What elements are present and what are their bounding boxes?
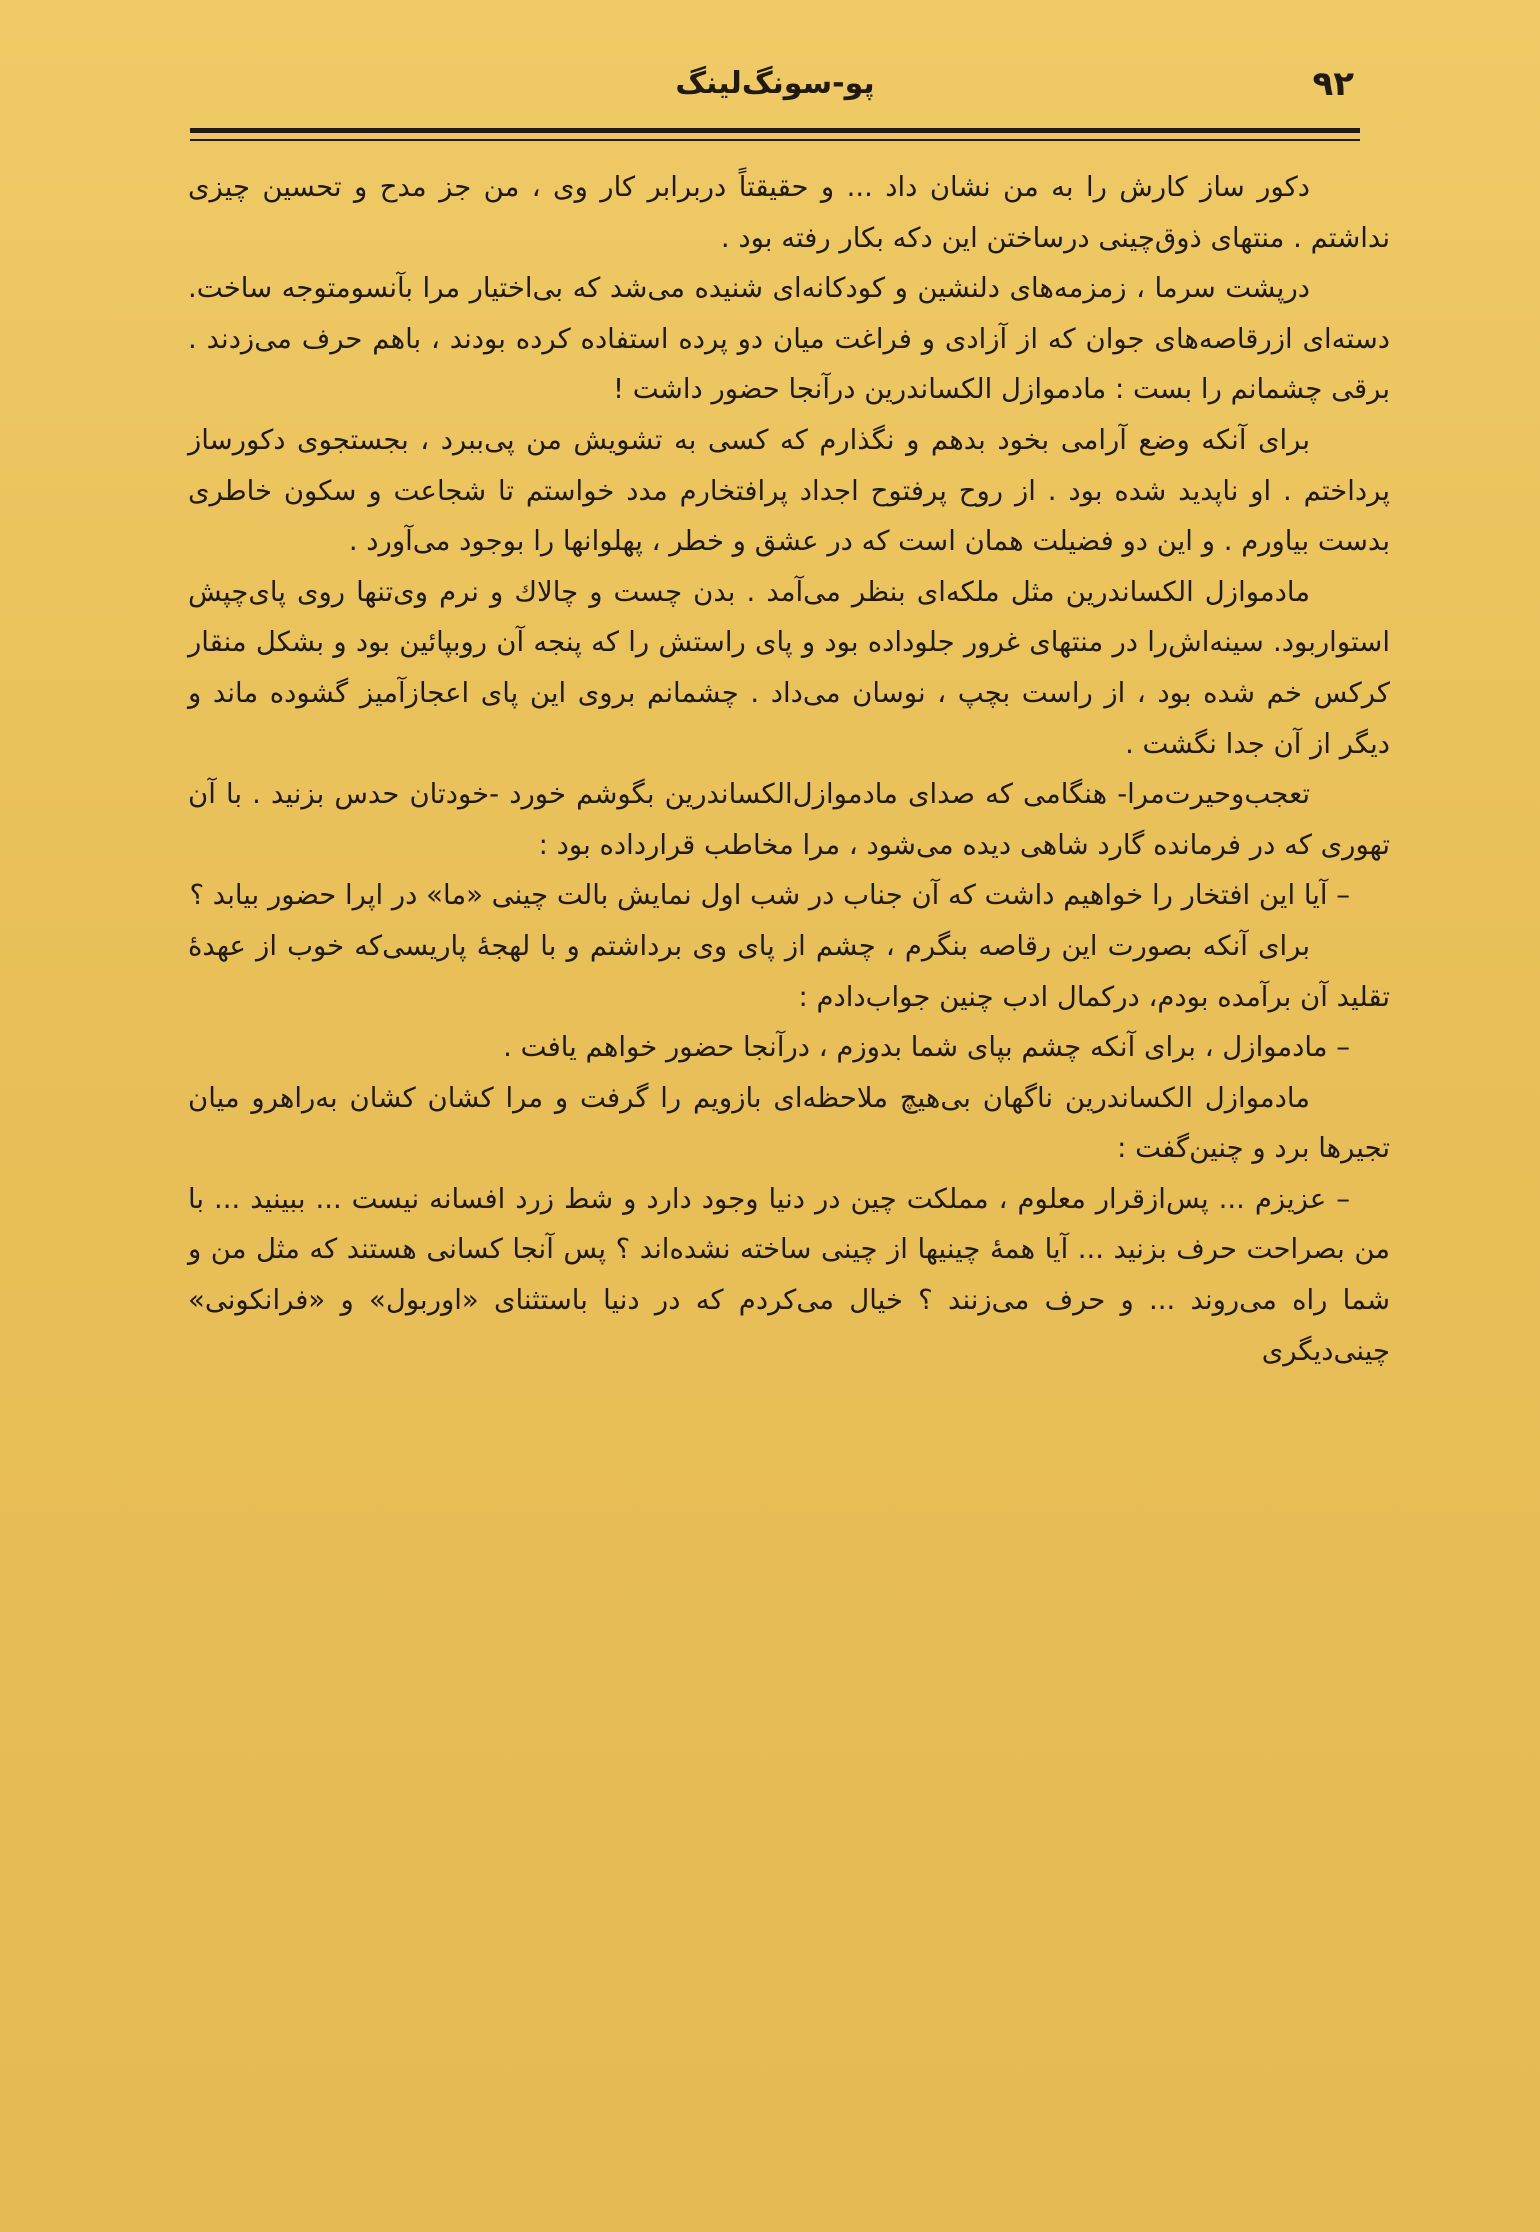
paragraph: برای آنکه وضع آرامی بخود بدهم و نگذارم که کسی به تشویش من پی‌ببرد ، بجستجوی دکورساز پرداختم . او ناپدید شده بود . از روح پرفتوح اجداد پرافتخارم مدد خواستم تا شجاعت و سکون خاطری بدست بیاورم . و این دو فضیلت همان است که در عشق و خطر ، پهلوانها را بوجود می‌آورد . [188,423,1390,558]
page-number: ۹۲ [1312,64,1354,104]
dialogue-paragraph: – مادموازل ، برای آنکه چشم بپای شما بدوزم ، درآنجا حضور خواهم یافت . [503,1031,1350,1064]
header-rule-thick [190,128,1360,133]
running-title: پو-سونگ‌لینگ [675,66,875,101]
paragraph: درپشت سرما ، زمزمه‌های دلنشین و کودکانه‌ای شنیده می‌شد که بی‌اختیار مرا بآنسومتوجه ساخت. دسته‌ای ازرقاصه‌های جوان که از آزادی و فراغت میان دو پرده استفاده کرده بودند ، باهم حرف می‌زدند . برقی چشمانم را بست : مادموازل الکساندرین درآنجا حضور داشت ! [188,272,1390,406]
dialogue-paragraph: – عزیزم ... پس‌ازقرار معلوم ، مملکت چین در دنیا وجود دارد و شط زرد افسانه نیست ... ببینید ... با من بصراحت حرف بزنید ... آیا همهٔ چینیها از چینی ساخته نشده‌اند ؟ پس آنجا کسانی هستند که مثل من و شما راه می‌روند ... و حرف می‌زنند ؟ خیال می‌کردم که در دنیا باستثنای «اوربول» و «فرانکونی» چینی‌دیگری [188,1182,1390,1367]
header-rule-thin [190,139,1360,141]
paragraph: برای آنکه بصورت این رقاصه بنگرم ، چشم از پای وی برداشتم و با لهجهٔ پاریسی‌که خوب از عهدهٔ تقلید آن برآمده بودم، درکمال ادب چنین جواب‌دادم : [188,929,1390,1013]
paragraph: مادموازل الکساندرین مثل ملکه‌ای بنظر می‌آمد . بدن چست و چالاك و نرم وی‌تنها روی پای‌چپش استواربود. سینه‌اش‌را در منتهای غرور جلوداده بود و پای راستش را که پنجه آن روبپائین بود و بشکل منقار کرکس خم شده بود ، از راست بچپ ، نوسان می‌داد . چشمانم بروی این پای اعجازآمیز گشوده ماند و دیگر از آن جدا نگشت . [188,575,1390,760]
paragraph: مادموازل الکساندرین ناگهان بی‌هیچ ملاحظه‌ای بازویم را گرفت و مرا کشان کشان به‌راهرو میان تجیرها برد و چنین‌گفت : [188,1081,1390,1165]
dialogue-paragraph: – آیا این افتخار را خواهیم داشت که آن جناب در شب اول نمایش بالت چینی «ما» در اپرا حضور بیابد ؟ [189,879,1350,912]
paragraph: تعجب‌وحیرت‌مرا- هنگامی که صدای مادموازل‌الکساندرین بگوشم خورد -خودتان حدس بزنید . با آن تهوری که در فرمانده گارد شاهی دیده می‌شود ، مرا مخاطب قرارداده بود : [188,778,1390,861]
paragraph: دکور ساز کارش را به من نشان داد ... و حقیقتاً دربرابر کار وی ، من جز مدح و تحسین چیزی نداشتم . منتهای ذوق‌چینی درساختن این دکه بکار رفته بود . [188,171,1390,254]
body-text [188,162,1390,1376]
page-header [190,62,1360,112]
